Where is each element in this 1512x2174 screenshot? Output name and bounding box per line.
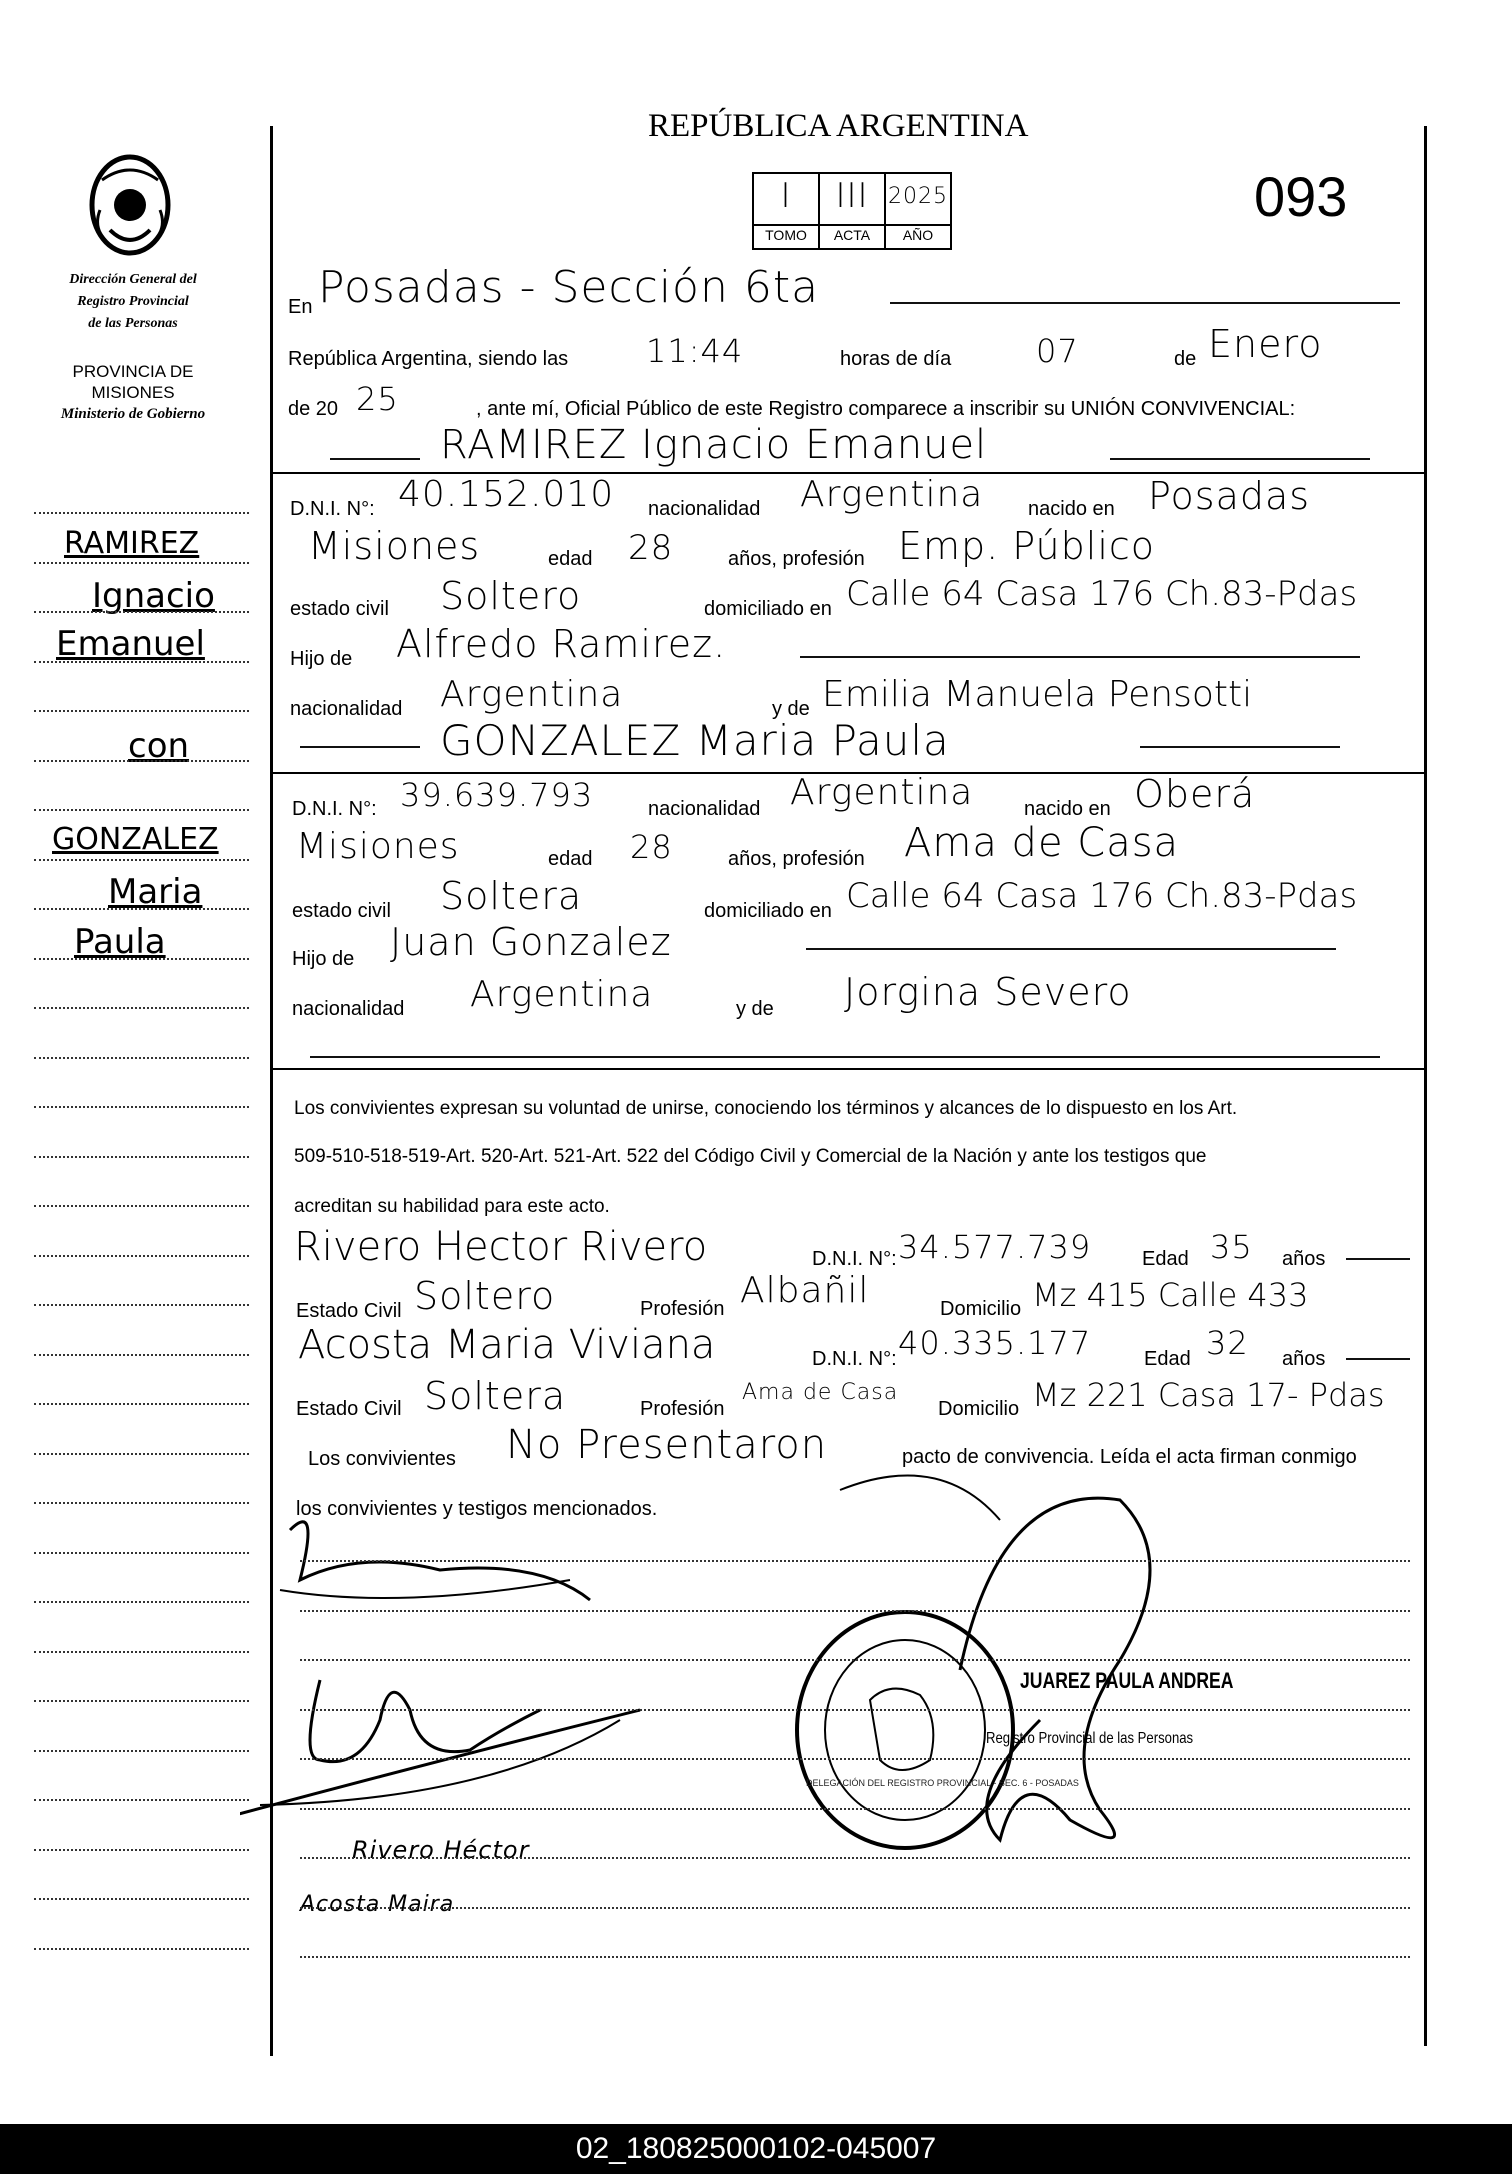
sidebar-rule-line <box>34 1849 249 1851</box>
sidebar-rule-line <box>34 809 249 811</box>
body-rule-line <box>300 1758 1410 1760</box>
p1-age: 28 <box>628 528 674 568</box>
w2-name: Acosta Maria Viviana <box>298 1322 716 1368</box>
margin-connector: con <box>128 726 190 766</box>
p1-dni-label: D.N.I. N°: <box>290 498 375 520</box>
sidebar-rule-line <box>34 908 249 910</box>
p1-nac-label: nacionalidad <box>648 498 761 520</box>
province-line2: MISIONES <box>91 383 175 402</box>
w1-prof-label: Profesión <box>640 1298 725 1320</box>
year-prefix: de 20 <box>288 398 339 420</box>
p1-edad-label: edad <box>548 548 593 570</box>
sidebar-rule-line <box>34 1255 249 1257</box>
body-rule-line <box>300 1560 1410 1562</box>
p2-dni-label: D.N.I. N°: <box>292 798 377 820</box>
p2-civil-label: estado civil <box>292 900 391 922</box>
p2-yde-label: y de <box>736 998 774 1020</box>
agency-line2: Registro Provincial <box>77 294 189 309</box>
sidebar-rule-line <box>34 1354 249 1356</box>
w1-edad-label: Edad <box>1142 1248 1189 1270</box>
body-rule-line <box>300 1956 1410 1958</box>
p1-mother: Emilia Manuela Pensotti <box>822 674 1253 715</box>
agency-line1: Dirección General del <box>69 272 197 287</box>
sidebar-rule-line <box>34 1304 249 1306</box>
en-label: En <box>288 296 313 318</box>
sidebar-rule-line <box>34 1799 249 1801</box>
file-id: 02_180825000102-045007 <box>575 2132 937 2165</box>
agency-line3: de las Personas <box>88 316 178 331</box>
sidebar-rule-line <box>34 1700 249 1702</box>
p2-address: Calle 64 Casa 176 Ch.83-Pdas <box>846 876 1358 916</box>
closing-label1: Los convivientes <box>308 1448 456 1470</box>
sidebar-rule-line <box>34 1453 249 1455</box>
sidebar-rule-line <box>34 710 249 712</box>
body-rule-line <box>300 1907 1410 1909</box>
witness-sign-rivero: Rivero Héctor <box>352 1836 530 1864</box>
p2-profesion-label: años, profesión <box>728 848 865 870</box>
w2-dni: 40.335.177 <box>898 1324 1092 1362</box>
p1-profesion-label: años, profesión <box>728 548 865 570</box>
p1-address: Calle 64 Casa 176 Ch.83-Pdas <box>846 574 1358 614</box>
p2-age: 28 <box>630 828 673 866</box>
w2-dni-label: D.N.I. N°: <box>812 1348 897 1370</box>
p2-nationality: Argentina <box>790 772 974 813</box>
w1-address: Mz 415 Calle 433 <box>1032 1276 1309 1314</box>
name1-line: RAMIREZ Ignacio Emanuel <box>440 422 988 468</box>
sidebar-rule-line <box>34 1205 249 1207</box>
legal-line1: Los convivientes expresan su voluntad de unirse, conociendo los términos y alcances de lo dispuesto en los Art. <box>294 1098 1238 1119</box>
p2-born-city: Oberá <box>1134 772 1256 816</box>
footer-bar <box>0 2124 1512 2174</box>
ministry: Ministerio de Gobierno <box>60 406 206 422</box>
sidebar-rule-line <box>34 512 249 514</box>
w2-civil-label: Estado Civil <box>296 1398 402 1420</box>
tomo-label: TOMO <box>765 227 807 243</box>
statement: , ante mí, Oficial Público de este Registro comparece a inscribir su UNIÓN CONVIVENCIAL: <box>476 398 1296 420</box>
sidebar-rule-line <box>34 661 249 663</box>
w1-age: 35 <box>1210 1228 1253 1266</box>
w2-prof-label: Profesión <box>640 1398 725 1420</box>
sidebar-rule-line <box>34 1502 249 1504</box>
country-title: REPÚBLICA ARGENTINA <box>648 108 1029 144</box>
p2-profession: Ama de Casa <box>904 820 1180 866</box>
margin-person2-line2: Maria <box>108 872 203 912</box>
p1-hijo-label: Hijo de <box>290 648 353 670</box>
p1-yde-label: y de <box>772 698 810 720</box>
body-rule-line <box>300 1857 1410 1859</box>
witness-sign-acosta: Acosta Maira <box>300 1892 455 1917</box>
p1-dom-label: domiciliado en <box>704 598 832 620</box>
sidebar-rule-line <box>34 1007 249 1009</box>
sidebar-rule-line <box>34 1403 249 1405</box>
margin-person1-line3: Emanuel <box>56 624 205 664</box>
province-line1: PROVINCIA DE <box>72 362 194 381</box>
p1-civil-label: estado civil <box>290 598 389 620</box>
p1-born-label: nacido en <box>1028 498 1115 520</box>
pact-status: No Presentaron <box>506 1422 828 1468</box>
horas-label: horas de día <box>840 348 952 370</box>
w2-address: Mz 221 Casa 17- Pdas <box>1032 1376 1385 1414</box>
w2-dom-label: Domicilio <box>938 1398 1020 1420</box>
tomo-acta-anio-box <box>752 172 952 250</box>
p2-born-province: Misiones <box>296 826 460 867</box>
w1-dni: 34.577.739 <box>898 1228 1092 1266</box>
sidebar-rule-line <box>34 1948 249 1950</box>
provincial-coat-of-arms <box>80 150 180 260</box>
w1-name: Rivero Hector Rivero <box>294 1224 708 1270</box>
sidebar-rule-line <box>34 958 249 960</box>
sidebar-rule-line <box>34 859 249 861</box>
p2-dni: 39.639.793 <box>400 776 594 814</box>
acta-label: ACTA <box>833 227 871 243</box>
body-rule-line <box>300 1808 1410 1810</box>
time: 11:44 <box>646 332 744 370</box>
margin-person1-line1: RAMIREZ <box>64 526 200 561</box>
legal-line3: acreditan su habilidad para este acto. <box>294 1196 610 1217</box>
year-suffix: 25 <box>356 380 399 418</box>
body-rule-line <box>300 1709 1410 1711</box>
p1-nationality: Argentina <box>800 474 984 515</box>
w1-profession: Albañil <box>740 1270 870 1311</box>
p2-father: Juan Gonzalez <box>390 920 672 964</box>
sidebar-rule-line <box>34 1057 249 1059</box>
w2-edad-label: Edad <box>1144 1348 1191 1370</box>
p1-father-nac-label: nacionalidad <box>290 698 403 720</box>
p1-born-city: Posadas <box>1148 474 1311 518</box>
p1-civil-status: Soltero <box>440 574 582 618</box>
p1-father-nationality: Argentina <box>440 674 624 715</box>
sidebar-rule-line <box>34 1156 249 1158</box>
sidebar-rule-line <box>34 1552 249 1554</box>
republica-label: República Argentina, siendo las <box>288 348 569 370</box>
w1-dni-label: D.N.I. N°: <box>812 1248 897 1270</box>
margin-person2-line3: Paula <box>74 922 166 962</box>
p1-profession: Emp. Público <box>898 524 1156 568</box>
p2-father-nac-label: nacionalidad <box>292 998 405 1020</box>
body-rule-line <box>300 1610 1410 1612</box>
p2-dom-label: domiciliado en <box>704 900 832 922</box>
de-label: de <box>1174 348 1197 370</box>
w2-civil-status: Soltera <box>424 1374 567 1418</box>
month: Enero <box>1208 322 1323 366</box>
margin-person1-line2: Ignacio <box>92 576 215 616</box>
sidebar-rule-line <box>34 562 249 564</box>
stamp-text: DELEGACIÓN DEL REGISTRO PROVINCIAL - SEC. 6 - POSADAS <box>806 1778 1079 1788</box>
p2-name-line: GONZALEZ Maria Paula <box>440 716 950 765</box>
p2-nac-label: nacionalidad <box>648 798 761 820</box>
sidebar-rule-line <box>34 1651 249 1653</box>
p1-father: Alfredo Ramirez. <box>396 622 727 666</box>
w2-age: 32 <box>1206 1324 1249 1362</box>
p2-civil-status: Soltera <box>440 874 583 918</box>
signature-area <box>240 1460 1440 2000</box>
w1-civil-status: Soltero <box>414 1274 556 1318</box>
sidebar-rule-line <box>34 1106 249 1108</box>
w2-profession: Ama de Casa <box>742 1380 899 1405</box>
sidebar-rule-line <box>34 1601 249 1603</box>
sidebar-rule-line <box>34 1750 249 1752</box>
p1-dni: 40.152.010 <box>398 474 615 515</box>
closing-line2: los convivientes y testigos mencionados. <box>296 1498 658 1520</box>
official-role: Registro Provincial de las Personas <box>986 1730 1194 1747</box>
p1-born-province: Misiones <box>308 524 481 568</box>
closing-label2: pacto de convivencia. Leída el acta firman conmigo <box>902 1446 1357 1468</box>
p2-mother: Jorgina Severo <box>844 970 1132 1014</box>
anio-value: 2025 <box>888 184 948 209</box>
w1-anos-label: años <box>1282 1248 1326 1270</box>
place: Posadas - Sección 6ta <box>318 262 820 313</box>
official-name: JUAREZ PAULA ANDREA <box>1020 1668 1234 1693</box>
p2-hijo-label: Hijo de <box>292 948 355 970</box>
acta-value: III <box>835 176 869 216</box>
sidebar-rule-line <box>34 611 249 613</box>
tomo-value: I <box>780 176 792 216</box>
body-rule-line <box>300 1659 1410 1661</box>
p2-born-label: nacido en <box>1024 798 1111 820</box>
margin-person2-line1: GONZALEZ <box>52 822 219 857</box>
w1-civil-label: Estado Civil <box>296 1300 402 1322</box>
w1-dom-label: Domicilio <box>940 1298 1022 1320</box>
sidebar-rule-line <box>34 1898 249 1900</box>
w2-anos-label: años <box>1282 1348 1326 1370</box>
act-number: 093 <box>1254 165 1348 228</box>
sidebar-rule-line <box>34 760 249 762</box>
divider-3 <box>272 1068 1424 1070</box>
day: 07 <box>1036 332 1079 370</box>
legal-line2: 509-510-518-519-Art. 520-Art. 521-Art. 522 del Código Civil y Comercial de la Nación y ante los testigos que <box>294 1146 1207 1167</box>
anio-label: AÑO <box>902 227 934 243</box>
p2-father-nationality: Argentina <box>470 974 654 1015</box>
p2-edad-label: edad <box>548 848 593 870</box>
